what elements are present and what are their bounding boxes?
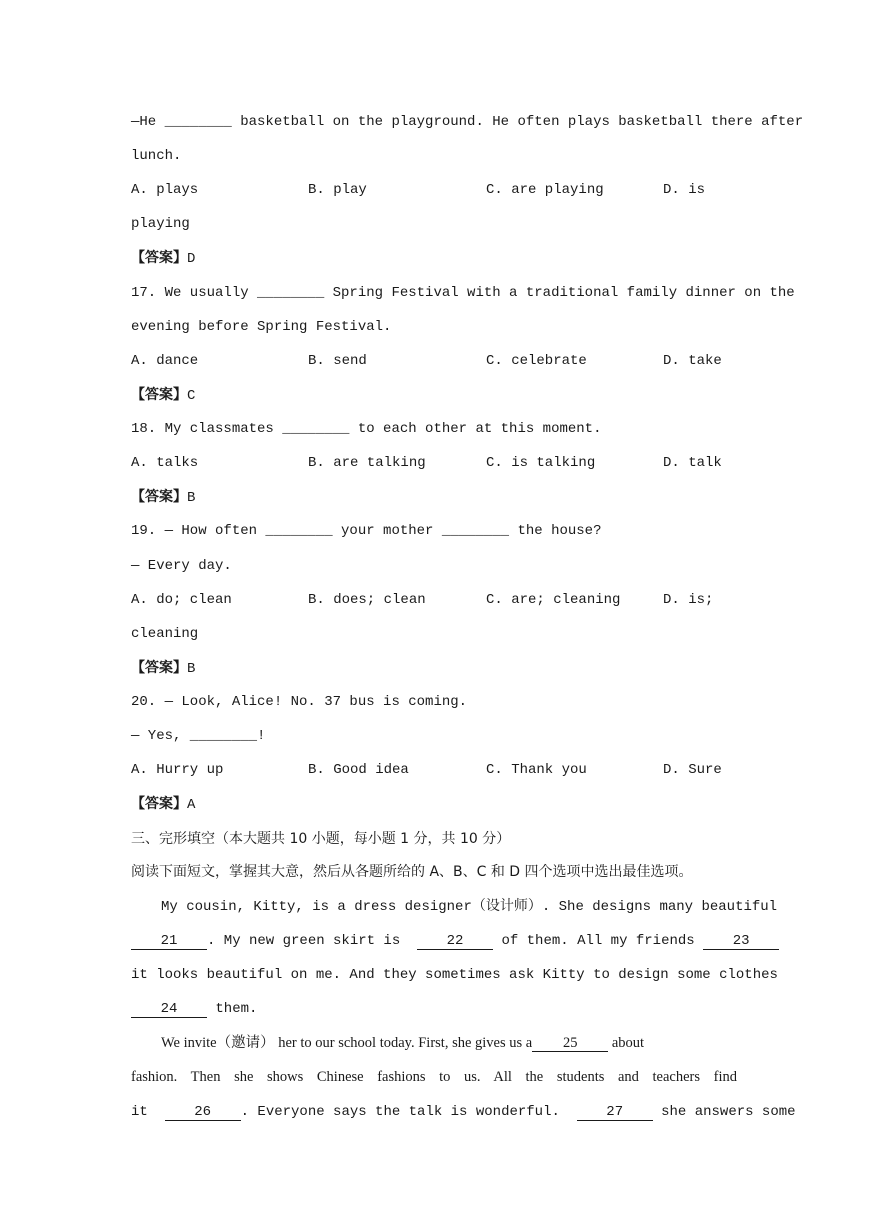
q20-option-b: B. Good idea	[308, 762, 409, 778]
passage-text: about	[611, 1035, 645, 1051]
q16-option-d: D. is	[663, 182, 706, 198]
answer-value: A	[187, 797, 196, 813]
blank-23[interactable]: 23	[703, 934, 779, 950]
blank-25[interactable]: 25	[532, 1036, 608, 1052]
q20-option-a: A. Hurry up	[131, 762, 224, 778]
answer-value: B	[187, 490, 196, 506]
blank-21[interactable]: 21	[131, 934, 207, 950]
passage-p2-line2: fashion. Then she shows Chinese fashions to us. All the students and teachers find	[131, 1069, 737, 1085]
blank-27[interactable]: 27	[577, 1105, 653, 1121]
q17-option-b: B. send	[308, 353, 367, 369]
q19-answer	[131, 659, 195, 678]
passage-p1-line4	[131, 1000, 257, 1018]
q20-answer	[131, 795, 195, 814]
q20-option-d: D. Sure	[663, 762, 722, 778]
blank-26[interactable]: 26	[165, 1105, 241, 1121]
answer-label: 【答案】	[131, 660, 187, 676]
question-20-stem-line1: 20. — Look, Alice! No. 37 bus is coming.	[131, 694, 468, 710]
passage-p1-line2	[131, 932, 779, 950]
q19-option-b: B. does; clean	[308, 592, 426, 608]
answer-label: 【答案】	[131, 250, 187, 266]
q16-option-b: B. play	[308, 182, 367, 198]
passage-text: . Everyone says the talk is wonderful.	[240, 1104, 560, 1120]
q16-option-a: A. plays	[131, 182, 199, 198]
q19-option-d: D. is;	[663, 592, 714, 608]
question-19-stem-line2: — Every day.	[131, 558, 232, 574]
passage-p1-line3: it looks beautiful on me. And they sometimes ask Kitty to design some clothes	[131, 967, 778, 983]
q17-option-c: C. celebrate	[486, 353, 587, 369]
question-17-stem-line2: evening before Spring Festival.	[131, 319, 392, 335]
q18-option-c: C. is talking	[486, 455, 596, 471]
question-19-stem-line1: 19. — How often ________ your mother ________ the house?	[131, 523, 602, 539]
q18-answer	[131, 488, 195, 507]
passage-p2-line1	[161, 1034, 644, 1052]
q18-option-d: D. talk	[663, 455, 722, 471]
passage-text: she answers some	[661, 1104, 796, 1120]
q16-answer	[131, 249, 195, 268]
q19-option-c: C. are; cleaning	[486, 592, 621, 608]
q20-option-c: C. Thank you	[486, 762, 587, 778]
question-16-stem-line1: —He ________ basketball on the playground. He often plays basketball there after	[131, 114, 804, 130]
answer-value: C	[187, 388, 196, 404]
answer-label: 【答案】	[131, 489, 187, 505]
section-title: 三、完形填空（本大题共 10 小题，每小题 1 分，共 10 分）	[131, 831, 511, 847]
q17-answer	[131, 386, 195, 405]
q18-option-b: B. are talking	[308, 455, 426, 471]
passage-text: it	[131, 1104, 148, 1120]
q16-option-d-continued: playing	[131, 216, 190, 232]
answer-label: 【答案】	[131, 387, 187, 403]
question-16-stem-line2: lunch.	[131, 148, 182, 164]
blank-22[interactable]: 22	[417, 934, 493, 950]
passage-p2-line3	[131, 1103, 796, 1121]
q16-option-c: C. are playing	[486, 182, 604, 198]
q19-option-d-continued: cleaning	[131, 626, 199, 642]
answer-value: B	[187, 661, 196, 677]
answer-label: 【答案】	[131, 796, 187, 812]
q19-option-a: A. do; clean	[131, 592, 232, 608]
question-17-stem-line1: 17. We usually ________ Spring Festival with a traditional family dinner on the	[131, 285, 795, 301]
blank-24[interactable]: 24	[131, 1002, 207, 1018]
q17-option-d: D. take	[663, 353, 722, 369]
answer-value: D	[187, 251, 196, 267]
question-18-stem: 18. My classmates ________ to each other at this moment.	[131, 421, 602, 437]
passage-p1-line1: My cousin, Kitty, is a dress designer（设计师）. She designs many beautiful	[161, 899, 778, 915]
passage-text: them.	[215, 1001, 258, 1017]
section-instruction: 阅读下面短文，掌握其大意，然后从各题所给的 A、B、C 和 D 四个选项中选出最佳选项。	[131, 864, 693, 880]
passage-text: We invite（邀请） her to our school today. First, she gives us a	[161, 1035, 533, 1051]
passage-text: . My new green skirt is	[207, 933, 401, 949]
q17-option-a: A. dance	[131, 353, 199, 369]
q18-option-a: A. talks	[131, 455, 199, 471]
question-20-stem-line2: — Yes, ________!	[131, 728, 266, 744]
passage-text: of them. All my friends	[501, 933, 695, 949]
